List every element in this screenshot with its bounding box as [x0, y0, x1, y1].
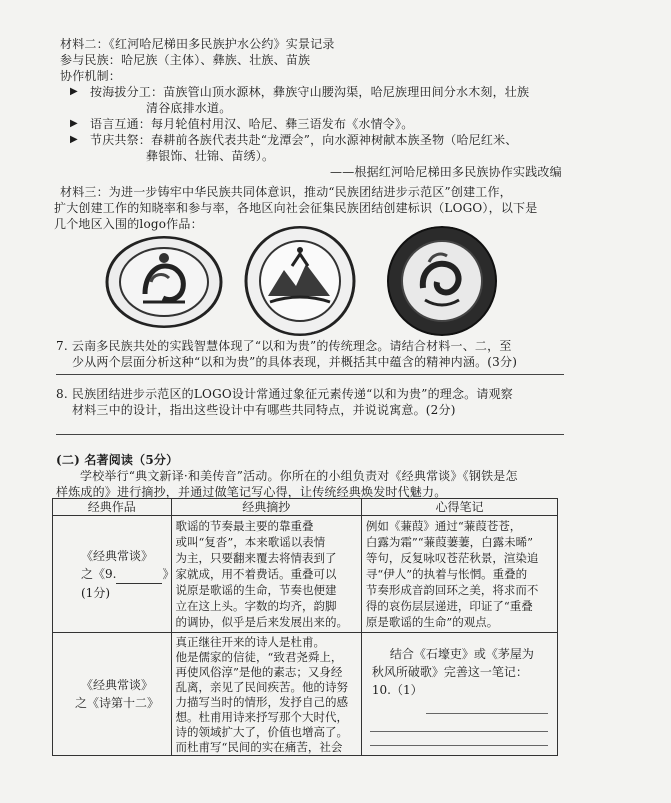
- table-row: [53, 516, 558, 633]
- bullet-icon: ▶: [70, 134, 78, 145]
- section-2-intro-2: 样炼成的》进行摘抄，并通过做笔记写心得，让传统经典焕发时代魅力。: [56, 485, 447, 499]
- material-3-line-1: 材料三：为进一步铸牢中华民族共同体意识，推动“民族团结进步示范区”创建工作，: [60, 185, 512, 199]
- row-2-work-title: 《经典常谈》: [81, 678, 154, 692]
- text-line: 他是儒家的信徒，“致君尧舜上，: [175, 650, 343, 664]
- row-2-notes: [361, 633, 557, 756]
- material-2-bullet-1: 按海拔分工：苗族管山顶水源林，彝族守山腰沟渠，哈尼族理田间分水木刻，壮族: [90, 85, 530, 99]
- text-line: 家就成，用不着费话。重叠可以: [175, 567, 337, 581]
- answer-line-10-1[interactable]: [426, 713, 548, 714]
- logo-2-emblem: [244, 226, 356, 336]
- material-3-line-3: 几个地区入围的logo作品：: [54, 217, 203, 231]
- question-7-line-1: 7. 云南多民族共处的实践智慧体现了“以和为贵”的传统理念。请结合材料一、二，至: [56, 339, 512, 353]
- logo-3-emblem: [385, 226, 499, 336]
- logo-1-emblem: [105, 236, 223, 328]
- row-2-excerpt: [171, 633, 361, 756]
- answer-line: [56, 434, 564, 435]
- material-2-bullet-2: 语言互通：每月轮值村用汉、哈尼、彝三语发布《水情令》。: [90, 117, 414, 131]
- text-line: 说原是歌谣的生命，节奏也便建: [175, 583, 337, 597]
- text-line: 再使风俗淳”是他的素志；又身经: [175, 665, 343, 679]
- answer-line[interactable]: [370, 731, 548, 732]
- text-line: 或叫“复沓”，本来歌谣以表情: [175, 535, 326, 549]
- row-1-work: [53, 516, 172, 633]
- section-2-title: (二) 名著阅读（5分）: [56, 453, 179, 467]
- bullet-icon: ▶: [70, 118, 78, 129]
- text-line: 节奏形成音韵回环之美，将求而不: [365, 583, 539, 597]
- text-line: 而杜甫写“民间的实在痛苦，社会: [175, 740, 343, 754]
- text-line: 诗的领域扩大了，价值也增高了。: [175, 725, 349, 739]
- material-2-source: ——根据红河哈尼梯田多民族协作实践改编: [330, 165, 562, 179]
- row-1-suffix: 》(1分): [81, 566, 169, 600]
- text-line: 乱离，亲见了民间疾苦。他的诗努: [175, 680, 349, 694]
- question-7-line-2: 少从两个层面分析这种“以和为贵”的具体表现，并概括其中蕴含的精神内涵。(3分): [72, 355, 518, 369]
- material-2-participants: 参与民族：哈尼族（主体）、彝族、壮族、苗族: [60, 53, 311, 67]
- row-1-work-subtitle: [81, 565, 171, 602]
- header-notes: 心得笔记: [361, 499, 557, 516]
- row-2-excerpt-text: [172, 633, 361, 755]
- text-line: 得的哀伤层层递进，印证了“重叠: [365, 599, 533, 613]
- notes-table: [52, 498, 558, 756]
- row-1-work-title: 《经典常谈》: [81, 548, 154, 563]
- row-2-work-subtitle: 之《诗第十二》: [75, 696, 160, 710]
- blank-9-field[interactable]: [116, 565, 162, 584]
- header-work: 经典作品: [53, 499, 172, 516]
- table-row: [53, 633, 558, 756]
- bullet-icon: ▶: [70, 86, 78, 97]
- row-2-notes-question: 10.（1）: [371, 683, 423, 697]
- question-8-line-1: 8. 民族团结进步示范区的LOGO设计常通过象征元素传递“以和为贵”的理念。请观察: [56, 387, 513, 401]
- section-2-intro-1: 学校举行“典文新译·和美传音”活动。你所在的小组负责对《经典常谈》《钢铁是怎: [80, 469, 518, 483]
- text-line: 真正继往开来的诗人是杜甫。: [175, 635, 326, 649]
- material-2-mechanism: 协作机制：: [60, 69, 122, 83]
- text-line: 为主，只要翻来覆去将情表到了: [175, 551, 337, 565]
- text-line: 寻“伊人”的执着与怅惘。重叠的: [365, 567, 528, 581]
- row-2-notes-prompt-1: 结合《石壕吏》或《茅屋为: [389, 647, 534, 661]
- material-2-bullet-3-cont: 彝银饰、壮锦、苗绣）。: [146, 149, 275, 163]
- row-1-notes-text: [362, 516, 557, 630]
- text-line: 原是歌谣的生命”的观点。: [365, 615, 499, 629]
- row-1-prefix: 之《9.: [81, 566, 117, 581]
- material-3-line-2: 扩大创建工作的知晓率和参与率，各地区向社会征集民族团结创建标识（LOGO），以下是: [54, 201, 538, 215]
- answer-line[interactable]: [370, 745, 548, 746]
- row-1-excerpt-text: [172, 516, 361, 630]
- material-2-title: 材料二：《红河哈尼梯田多民族护水公约》实景记录: [60, 37, 335, 51]
- answer-line: [56, 374, 564, 375]
- question-8-line-2: 材料三中的设计，指出这些设计中有哪些共同特点，并说说寓意。(2分): [72, 403, 456, 417]
- row-1-excerpt: [171, 516, 361, 633]
- text-line: 白露为霜”“蒹葭萋萋，白露未晞”: [365, 535, 534, 549]
- text-line: 歌谣的节奏最主要的靠重叠: [175, 519, 314, 533]
- text-line: 想。杜甫用诗来抒写那个大时代，: [175, 710, 349, 724]
- text-line: 例如《蒹葭》通过“蒹葭苍苍，: [365, 519, 522, 533]
- header-excerpt: 经典摘抄: [171, 499, 361, 516]
- material-2-bullet-3: 节庆共祭：春耕前各族代表共赴“龙潭会”，向水源神树献本族圣物（哈尼红米、: [90, 133, 518, 147]
- text-line: 立在这上头。字数的均齐，韵脚: [175, 599, 337, 613]
- text-line: 力描写当时的情形，发抒自己的感: [175, 695, 349, 709]
- text-line: 等句，反复咏叹苍茫秋景，渲染追: [365, 551, 539, 565]
- material-2-bullet-1-cont: 清谷底排水道。: [146, 101, 232, 115]
- row-1-notes: [361, 516, 557, 633]
- row-2-notes-prompt-2: 秋风所破歌》完善这一笔记：: [371, 665, 528, 679]
- text-line: 的调协，似乎是后来发展出来的。: [175, 615, 349, 629]
- row-2-work: [53, 633, 172, 756]
- table-header-row: [53, 499, 558, 516]
